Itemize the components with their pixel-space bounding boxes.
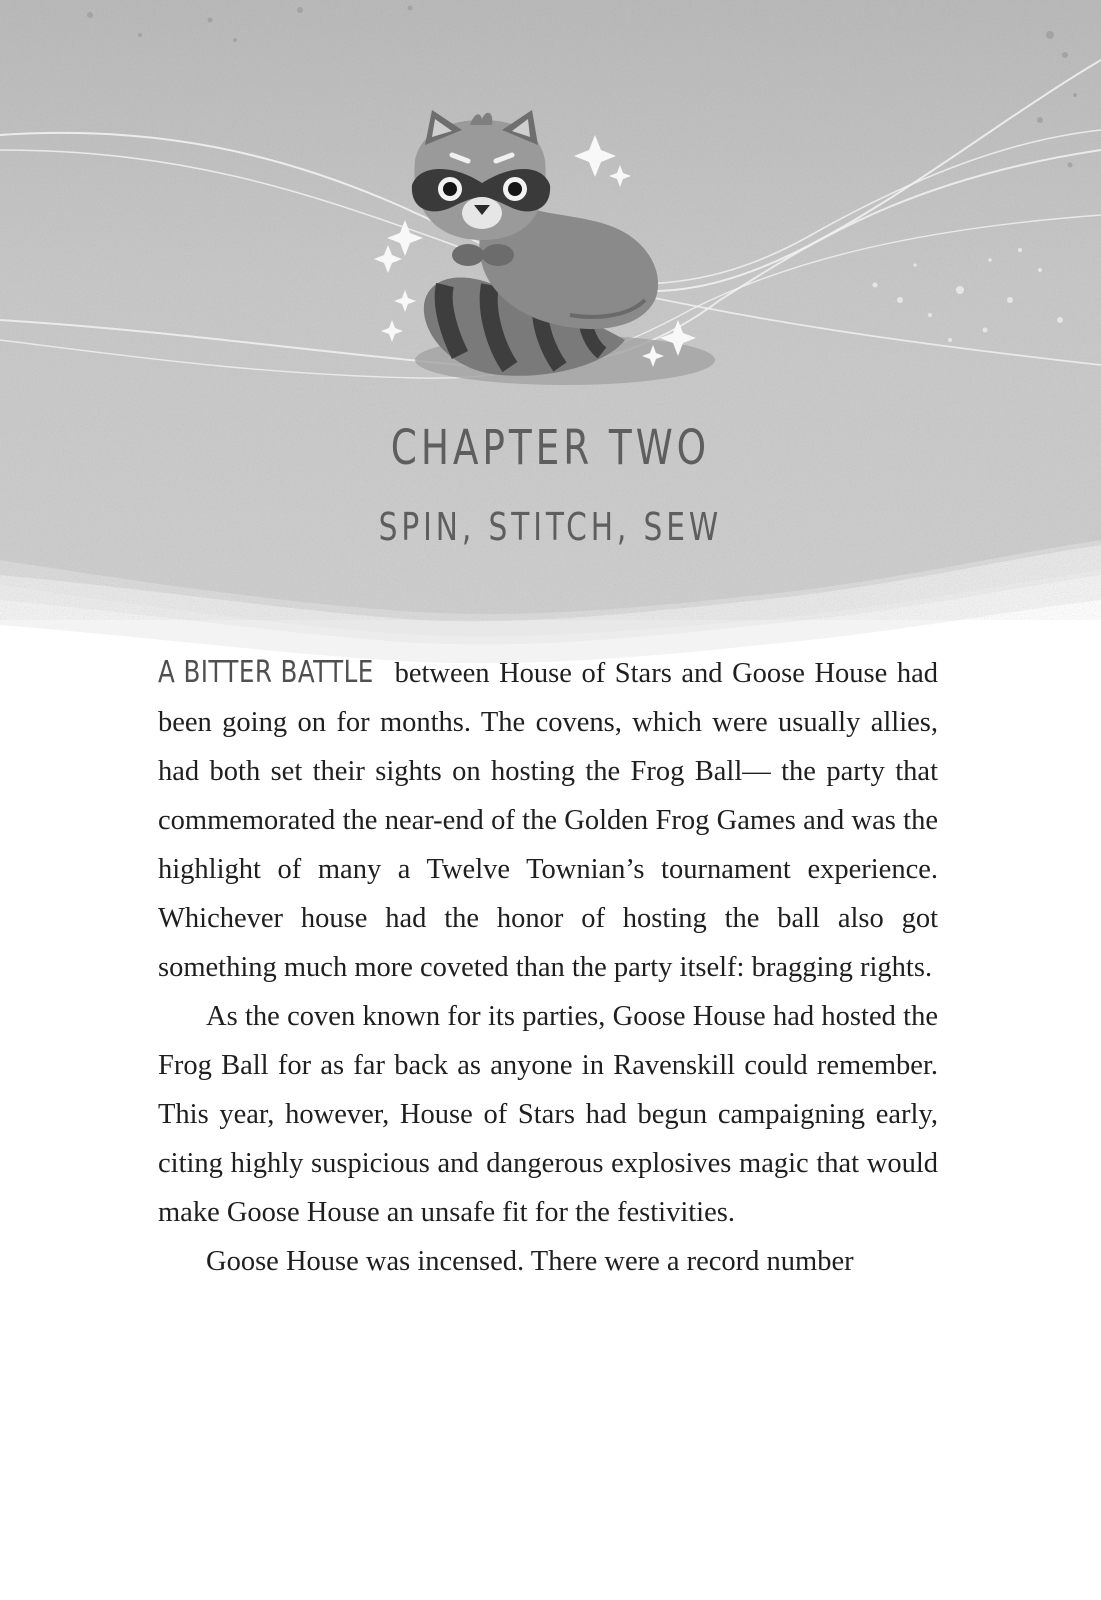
raccoon-icon — [370, 105, 730, 405]
paragraph-3: Goose House was incensed. There were a record number — [206, 1246, 854, 1277]
chapter-number: CHAPTER TWO — [390, 420, 710, 476]
paragraph-1 — [158, 648, 938, 992]
chapter-title: SPIN, STITCH, SEW — [378, 505, 723, 549]
chapter-body — [158, 648, 938, 1286]
paragraph-2: As the coven known for its parties, Goose House had hosted the Frog Ball for as far back as anyone in Ravenskill could remember. This year, however, House of Stars had begun campaigning early, citing highly suspicious and dangerous explosives magic that would make Goose House an unsafe fit for the festivities. — [158, 1001, 938, 1228]
lead-in: A BITTER BATTLE — [158, 655, 374, 690]
paragraph-1-text: between House of Stars and Goose House had been going on for months. The covens, which were usually allies, had both set their sights on hosting the Frog Ball— the party that commemorated the near-end of the Golden Frog Games and was the highlight of many a Twelve Townian’s tournament experience. Whichever house had the honor of hosting the ball also got something much more coveted than the party itself: bragging rights. — [158, 658, 938, 983]
